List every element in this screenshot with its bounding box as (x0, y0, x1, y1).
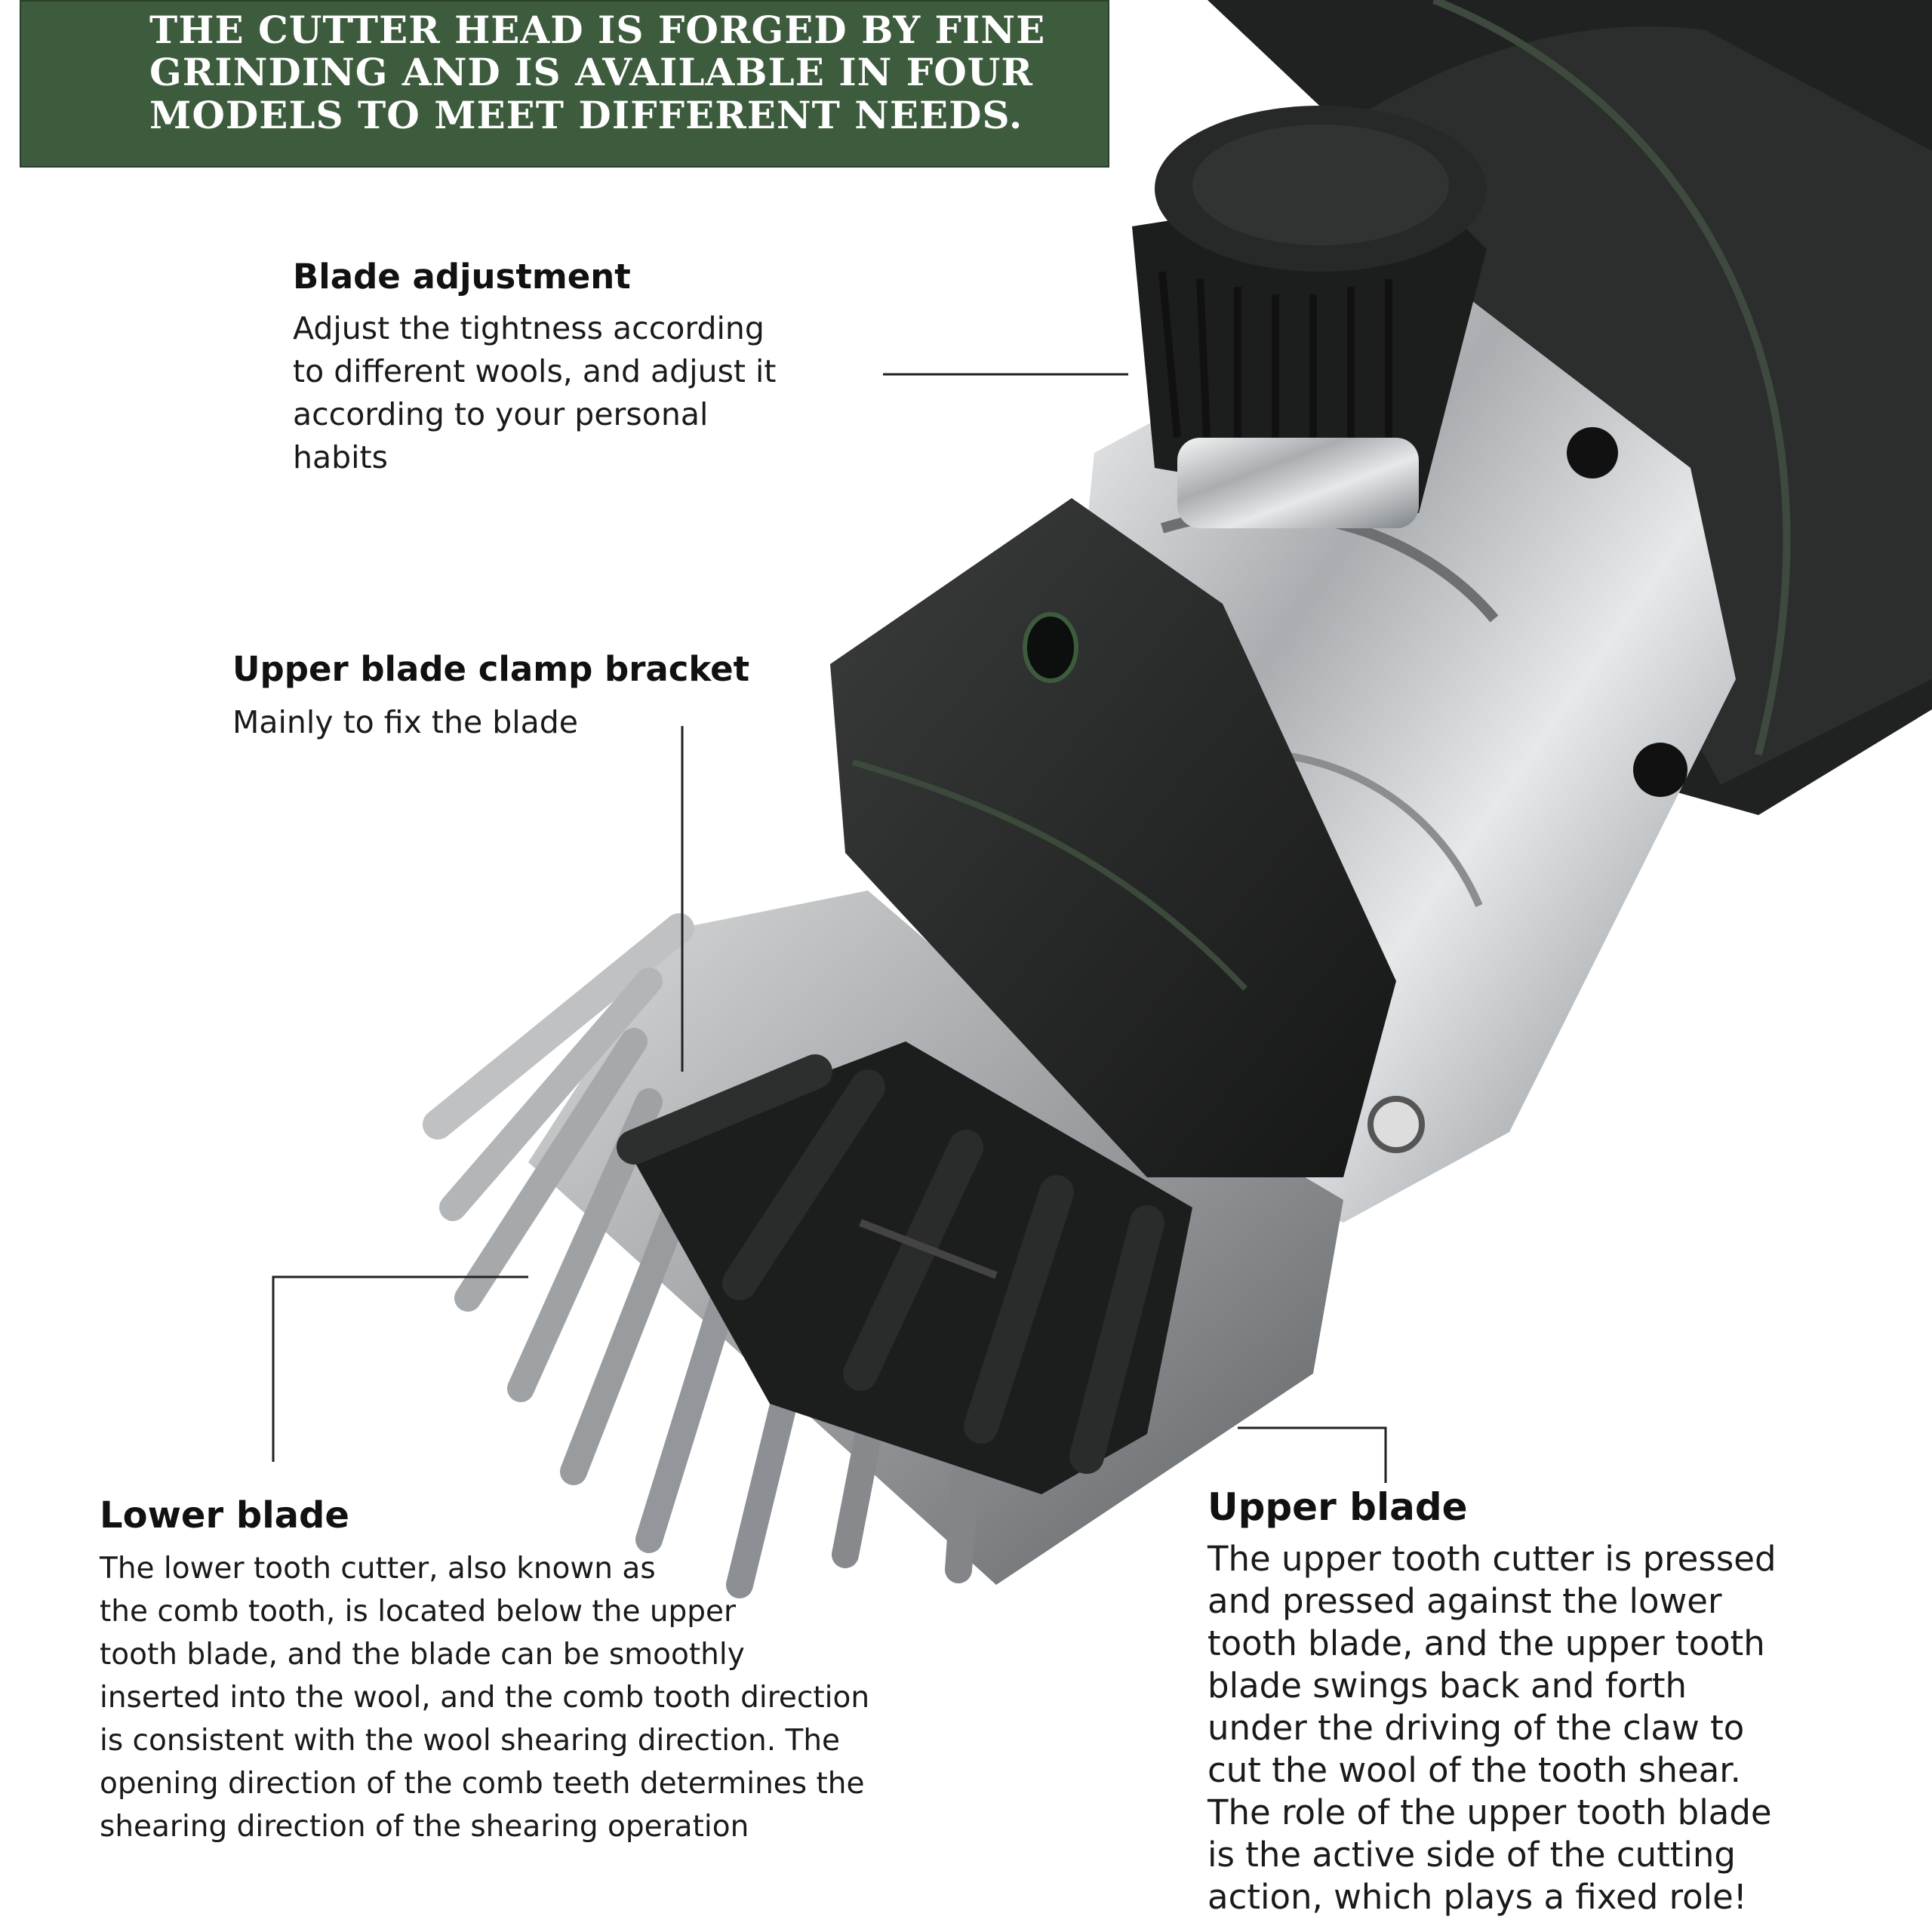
callout-desc-line: and pressed against the lower (1208, 1581, 1722, 1621)
callout-title: Lower blade (100, 1494, 349, 1537)
banner-line-3: MODELS TO MEET DIFFERENT NEEDS. (149, 93, 1023, 137)
headline-banner (20, 0, 1109, 168)
callout-title: Upper blade (1208, 1485, 1468, 1529)
callout-desc-line: to different wools, and adjust it (293, 353, 777, 389)
callout-desc-line: habits (293, 439, 388, 475)
callout-desc-line: the comb tooth, is located below the upper (100, 1595, 737, 1629)
callout-desc-line: under the driving of the claw to (1208, 1708, 1745, 1748)
clamp-bracket-callout (232, 649, 749, 744)
callout-desc-line: The upper tooth cutter is pressed (1208, 1539, 1777, 1579)
callout-desc-line: inserted into the wool, and the comb tooth direction (100, 1681, 870, 1715)
callout-desc-line: tooth blade, and the upper tooth (1208, 1623, 1765, 1663)
upper-blade-callout (1208, 1485, 1777, 1918)
callout-desc-line: The role of the upper tooth blade (1208, 1792, 1772, 1832)
blade-adjustment-callout (293, 257, 777, 479)
callout-desc-line: The lower tooth cutter, also known as (100, 1552, 656, 1586)
callout-desc-line: opening direction of the comb teeth determines the (100, 1767, 865, 1801)
callout-desc-line: cut the wool of the tooth shear. (1208, 1750, 1741, 1790)
callout-desc-line: action, which plays a fixed role! (1208, 1877, 1747, 1917)
banner-line-1: THE CUTTER HEAD IS FORGED BY FINE (149, 8, 1046, 52)
callout-desc-line: Adjust the tightness according (293, 310, 764, 346)
callout-desc-line: is consistent with the wool shearing direction. The (100, 1724, 841, 1758)
callout-desc-line: blade swings back and forth (1208, 1666, 1687, 1706)
lower-blade-callout (100, 1494, 869, 1848)
banner-line-2: GRINDING AND IS AVAILABLE IN FOUR (149, 50, 1033, 94)
callout-desc-line: is the active side of the cutting (1208, 1835, 1736, 1875)
callout-desc-line: according to your personal (293, 396, 709, 432)
callout-title: Blade adjustment (293, 257, 631, 297)
callout-desc-line: shearing direction of the shearing operation (100, 1810, 749, 1844)
callout-desc-line: Mainly to fix the blade (232, 704, 578, 740)
callout-desc-line: tooth blade, and the blade can be smoothly (100, 1638, 745, 1672)
callout-title: Upper blade clamp bracket (232, 649, 750, 689)
